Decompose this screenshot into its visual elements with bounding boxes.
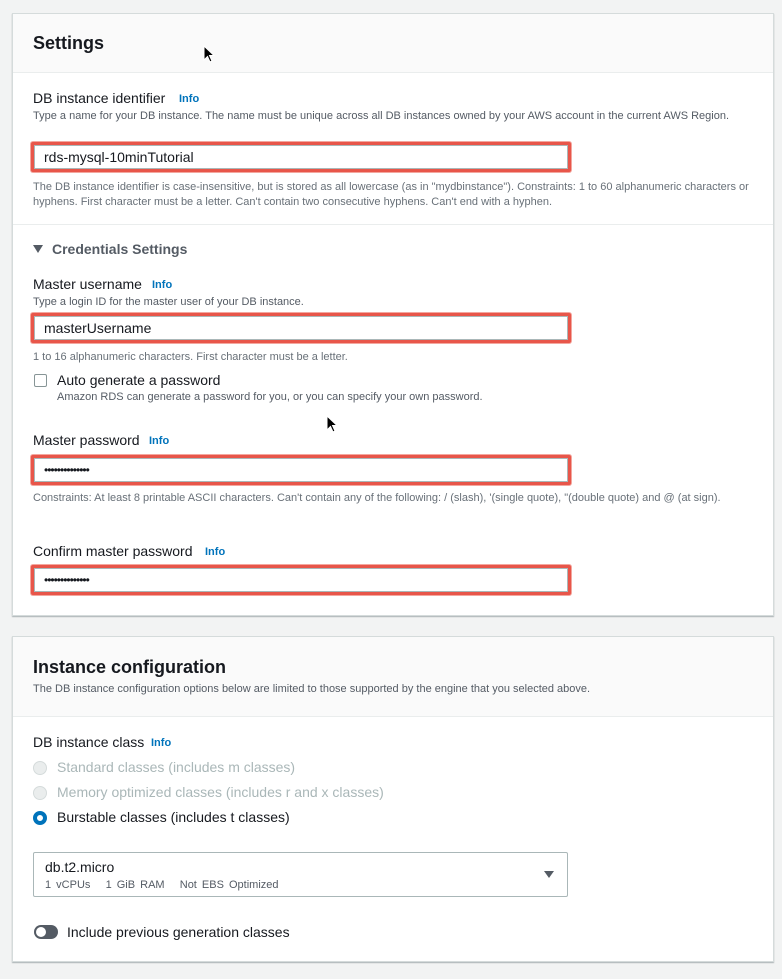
db-instance-class-label: DB instance class <box>33 734 145 750</box>
instance-class-specs: 1 vCPUs 1 GiB RAM Not EBS Optimized <box>45 879 279 891</box>
confirm-password-label: Confirm master password <box>33 543 193 559</box>
dropdown-caret-icon <box>544 871 554 878</box>
master-username-constraint: 1 to 16 alphanumeric characters. First character must be a letter. <box>33 351 348 363</box>
auto-generate-password-checkbox[interactable] <box>34 374 47 387</box>
instance-configuration-description: The DB instance configuration options below are limited to those supported by the engine that you selected above. <box>33 683 591 695</box>
master-username-field <box>31 313 571 343</box>
db-identifier-constraint: The DB instance identifier is case-insensitive, but is stored as all lowercase (as in "mydbinstance"). Constraints: 1 to 60 alphanumeric characters or hyphens. First character must be a letter. Can't contain two consecutive hyphens. Can't end with a hyphen. <box>33 181 749 208</box>
master-password-constraint: Constraints: At least 8 printable ASCII characters. Can't contain any of the following: / (slash), '(single quote), "(double quote) and @ (at sign). <box>33 492 721 504</box>
toggle-knob <box>36 927 46 937</box>
master-password-label: Master password <box>33 432 140 448</box>
auto-generate-password-label[interactable]: Auto generate a password <box>57 372 221 388</box>
confirm-password-info-link[interactable]: Info <box>205 546 226 558</box>
settings-title: Settings <box>33 33 105 53</box>
instance-class-select[interactable] <box>33 852 568 897</box>
memory-optimized-classes-label[interactable]: Memory optimized classes (includes r and x classes) <box>57 784 384 800</box>
db-identifier-info-link[interactable]: Info <box>179 93 200 105</box>
credentials-settings-toggle[interactable]: Credentials Settings <box>52 241 188 257</box>
instance-configuration-header <box>13 637 773 717</box>
settings-panel <box>12 13 774 616</box>
confirm-password-field <box>31 565 571 595</box>
master-password-input[interactable] <box>34 458 568 482</box>
mouse-cursor-icon <box>326 415 340 435</box>
master-username-input[interactable] <box>34 316 568 340</box>
section-divider <box>13 224 773 225</box>
standard-classes-radio[interactable] <box>33 761 47 775</box>
burstable-classes-label[interactable]: Burstable classes (includes t classes) <box>57 809 290 825</box>
db-identifier-description: Type a name for your DB instance. The name must be unique across all DB instances owned by your AWS account in the current AWS Region. <box>33 110 730 122</box>
instance-configuration-title: Instance configuration <box>33 657 227 677</box>
master-password-info-link[interactable]: Info <box>149 435 170 447</box>
standard-classes-label[interactable]: Standard classes (includes m classes) <box>57 759 296 775</box>
master-username-description: Type a login ID for the master user of your DB instance. <box>33 296 304 308</box>
previous-generation-toggle[interactable] <box>34 925 58 939</box>
db-identifier-label: DB instance identifier <box>33 90 166 106</box>
master-password-field <box>31 455 571 485</box>
db-identifier-field <box>31 142 571 172</box>
settings-header <box>13 14 773 73</box>
master-username-info-link[interactable]: Info <box>152 279 173 291</box>
memory-optimized-classes-radio[interactable] <box>33 786 47 800</box>
previous-generation-label[interactable]: Include previous generation classes <box>67 924 290 940</box>
burstable-classes-radio[interactable] <box>33 811 47 825</box>
db-instance-class-info-link[interactable]: Info <box>151 737 172 749</box>
caret-down-icon[interactable] <box>33 245 43 253</box>
confirm-password-input[interactable] <box>34 568 568 592</box>
auto-generate-password-description: Amazon RDS can generate a password for you, or you can specify your own password. <box>57 391 483 403</box>
master-username-label: Master username <box>33 276 142 292</box>
mouse-cursor-icon <box>203 45 217 65</box>
instance-configuration-panel <box>12 636 774 962</box>
db-identifier-input[interactable] <box>34 145 568 169</box>
instance-class-name: db.t2.micro <box>45 859 115 875</box>
